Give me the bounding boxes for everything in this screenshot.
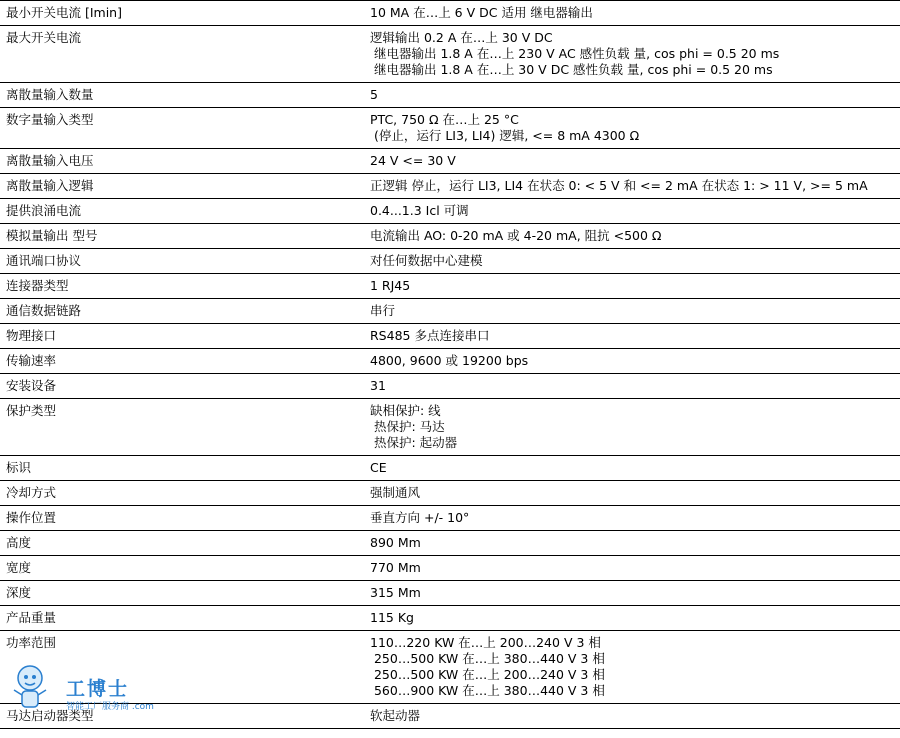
spec-label: 冷却方式 xyxy=(0,481,365,506)
spec-value-line: 250…500 KW 在…上 200…240 V 3 相 xyxy=(370,667,605,682)
spec-value-line: 5 xyxy=(370,87,378,102)
spec-value-line: 315 Mm xyxy=(370,585,421,600)
table-row xyxy=(0,531,900,556)
spec-value xyxy=(365,481,900,506)
table-row xyxy=(0,274,900,299)
table-row xyxy=(0,556,900,581)
spec-value xyxy=(365,531,900,556)
spec-value-line: PTC, 750 Ω 在…上 25 °C xyxy=(370,112,519,127)
watermark-title: 工博士 xyxy=(66,678,130,700)
spec-label: 产品重量 xyxy=(0,606,365,631)
spec-value-line: 1 RJ45 xyxy=(370,278,411,293)
spec-value-line: 电流输出 AO: 0-20 mA 或 4-20 mA, 阻抗 <500 Ω xyxy=(370,228,662,243)
spec-value-line: 继电器输出 1.8 A 在…上 230 V AC 感性负载 量, cos phi = 0.5 20 ms xyxy=(370,46,780,61)
spec-value xyxy=(365,631,900,704)
spec-value xyxy=(365,224,900,249)
spec-value-line: 890 Mm xyxy=(370,535,421,550)
spec-value xyxy=(365,556,900,581)
spec-label: 离散量输入数量 xyxy=(0,83,365,108)
table-row xyxy=(0,249,900,274)
spec-value xyxy=(365,249,900,274)
spec-value xyxy=(365,174,900,199)
table-row xyxy=(0,224,900,249)
spec-label: 离散量输入逻辑 xyxy=(0,174,365,199)
table-row xyxy=(0,174,900,199)
spec-value-line: 强制通风 xyxy=(370,485,421,500)
spec-label: 功率范围 xyxy=(0,631,365,704)
spec-value-line: 4800, 9600 或 19200 bps xyxy=(370,353,529,368)
spec-label: 传输速率 xyxy=(0,349,365,374)
table-row xyxy=(0,704,900,729)
spec-value-line: 缺相保护: 线 xyxy=(370,403,441,418)
spec-value xyxy=(365,606,900,631)
spec-value-line: 继电器输出 1.8 A 在…上 30 V DC 感性负载 量, cos phi = 0.5 20 ms xyxy=(370,62,773,77)
spec-value xyxy=(365,1,900,26)
spec-value xyxy=(365,456,900,481)
spec-value xyxy=(365,199,900,224)
table-row xyxy=(0,456,900,481)
table-row xyxy=(0,83,900,108)
spec-value xyxy=(365,83,900,108)
spec-value-line: 0.4...1.3 Icl 可调 xyxy=(370,203,469,218)
spec-value xyxy=(365,374,900,399)
spec-value-line: 250…500 KW 在…上 380…440 V 3 相 xyxy=(370,651,605,666)
spec-value xyxy=(365,274,900,299)
spec-label: 宽度 xyxy=(0,556,365,581)
spec-value xyxy=(365,26,900,83)
spec-label: 物理接口 xyxy=(0,324,365,349)
spec-value-line: 110…220 KW 在…上 200…240 V 3 相 xyxy=(370,635,601,650)
spec-value xyxy=(365,149,900,174)
table-row xyxy=(0,399,900,456)
table-row xyxy=(0,581,900,606)
table-row xyxy=(0,506,900,531)
spec-value-line: 软起动器 xyxy=(370,708,421,723)
spec-table-body xyxy=(0,1,900,729)
spec-value-line: (停止，运行 LI3, LI4) 逻辑, <= 8 mA 4300 Ω xyxy=(370,128,640,143)
table-row xyxy=(0,299,900,324)
table-row xyxy=(0,1,900,26)
table-row xyxy=(0,26,900,83)
table-row xyxy=(0,149,900,174)
spec-label: 提供浪涌电流 xyxy=(0,199,365,224)
spec-value-line: 31 xyxy=(370,378,386,393)
table-row xyxy=(0,349,900,374)
spec-value-line: 对任何数据中心建模 xyxy=(370,253,483,268)
spec-value xyxy=(365,704,900,729)
table-row xyxy=(0,108,900,149)
table-row xyxy=(0,606,900,631)
spec-value-line: 热保护: 马达 xyxy=(370,419,445,434)
spec-label: 最大开关电流 xyxy=(0,26,365,83)
spec-label: 最小开关电流 [Imin] xyxy=(0,1,365,26)
spec-value xyxy=(365,324,900,349)
spec-label: 保护类型 xyxy=(0,399,365,456)
spec-label: 高度 xyxy=(0,531,365,556)
table-row xyxy=(0,374,900,399)
spec-value-line: 正逻辑 停止，运行 LI3, LI4 在状态 0: < 5 V 和 <= 2 mA 在状态 1: > 11 V, >= 5 mA xyxy=(370,178,868,193)
spec-value xyxy=(365,299,900,324)
spec-label: 安装设备 xyxy=(0,374,365,399)
spec-value-line: 10 MA 在…上 6 V DC 适用 继电器输出 xyxy=(370,5,593,20)
spec-value-line: 垂直方向 +/- 10° xyxy=(370,510,470,525)
spec-value-line: 560…900 KW 在…上 380…440 V 3 相 xyxy=(370,683,605,698)
spec-value-line: 115 Kg xyxy=(370,610,414,625)
spec-value-line: RS485 多点连接串口 xyxy=(370,328,490,343)
watermark-subtitle: 智能工厂服务商 .com xyxy=(66,702,154,712)
spec-value xyxy=(365,108,900,149)
spec-value-line: 24 V <= 30 V xyxy=(370,153,456,168)
spec-value-line: 770 Mm xyxy=(370,560,421,575)
spec-label: 马达启动器类型 xyxy=(0,704,365,729)
spec-label: 连接器类型 xyxy=(0,274,365,299)
spec-label: 操作位置 xyxy=(0,506,365,531)
spec-value-line: 逻辑输出 0.2 A 在…上 30 V DC xyxy=(370,30,553,45)
spec-label: 通信数据链路 xyxy=(0,299,365,324)
table-row xyxy=(0,631,900,704)
spec-value xyxy=(365,581,900,606)
spec-value-line: CE xyxy=(370,460,387,475)
spec-label: 离散量输入电压 xyxy=(0,149,365,174)
table-row xyxy=(0,199,900,224)
spec-value xyxy=(365,399,900,456)
spec-value xyxy=(365,349,900,374)
spec-value-line: 串行 xyxy=(370,303,396,318)
spec-label: 标识 xyxy=(0,456,365,481)
spec-value-line: 热保护: 起动器 xyxy=(370,435,458,450)
spec-label: 数字量输入类型 xyxy=(0,108,365,149)
spec-label: 模拟量输出 型号 xyxy=(0,224,365,249)
table-row xyxy=(0,324,900,349)
spec-label: 通讯端口协议 xyxy=(0,249,365,274)
table-row xyxy=(0,481,900,506)
spec-value xyxy=(365,506,900,531)
spec-label: 深度 xyxy=(0,581,365,606)
